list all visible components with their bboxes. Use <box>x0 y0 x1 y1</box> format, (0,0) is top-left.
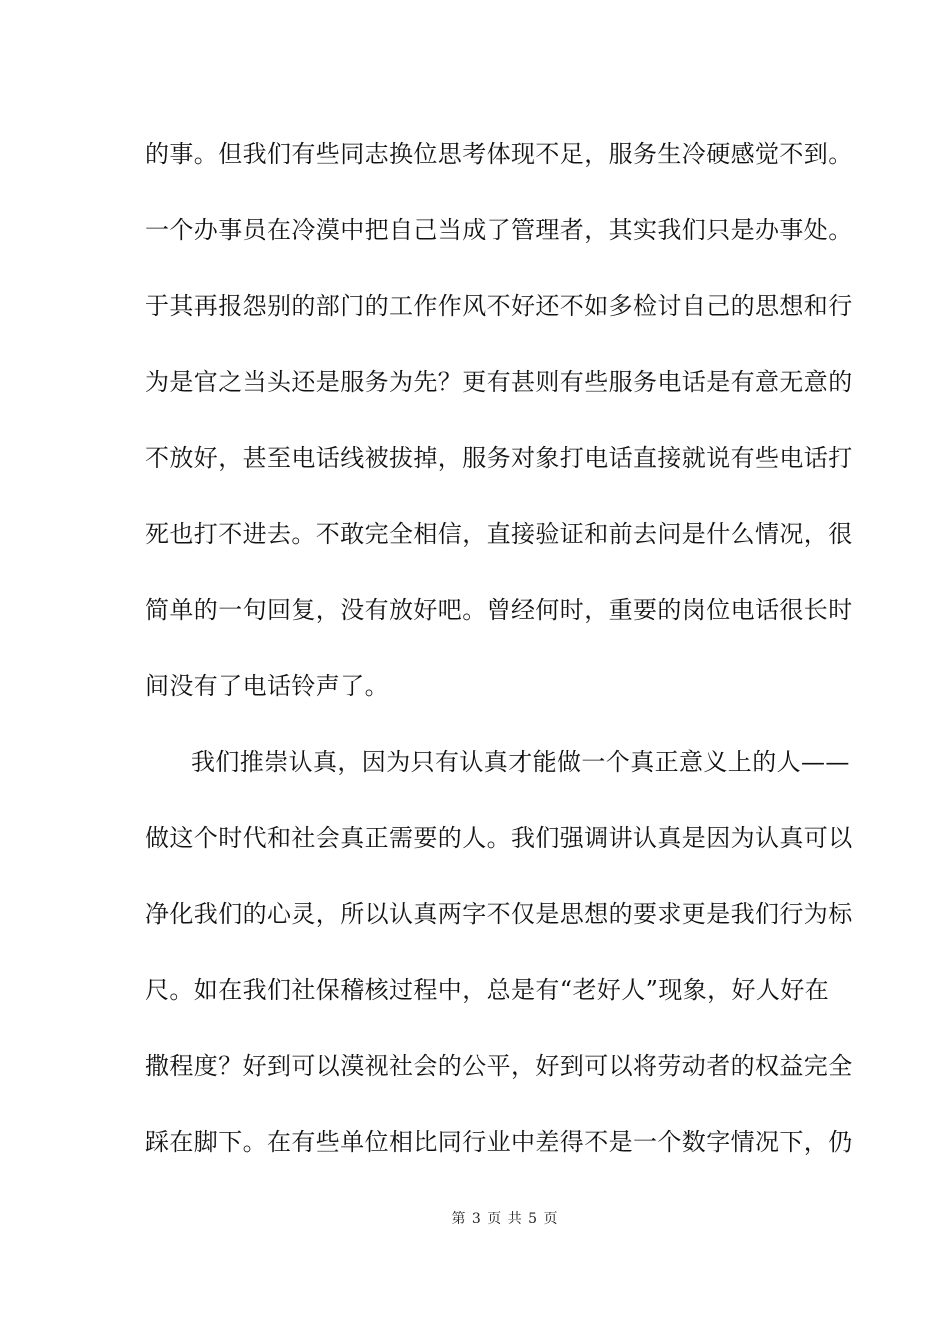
text-line: 踩在脚下。在有些单位相比同行业中差得不是一个数字情况下，仍 <box>145 1128 853 1156</box>
text-line: 尺。如在我们社保稽核过程中，总是有“老好人”现象，好人好在 <box>145 976 830 1004</box>
text-line: 的事。但我们有些同志换位思考体现不足，服务生冷硬感觉不到。 <box>145 140 853 168</box>
page-number: 第 3 页 共 5 页 <box>451 1211 559 1227</box>
text-line: 净化我们的心灵，所以认真两字不仅是思想的要求更是我们行为标 <box>145 900 853 928</box>
page-footer <box>0 1208 950 1228</box>
text-line: 做这个时代和社会真正需要的人。我们强调讲认真是因为认真可以 <box>145 824 853 852</box>
text-line: 撒程度？好到可以漠视社会的公平，好到可以将劳动者的权益完全 <box>145 1052 853 1080</box>
paragraph-1 <box>145 131 853 739</box>
paragraph-2 <box>145 739 853 1195</box>
text-line: 一个办事员在冷漠中把自己当成了管理者，其实我们只是办事处。 <box>145 216 853 244</box>
text-line: 简单的一句回复，没有放好吧。曾经何时，重要的岗位电话很长时 <box>145 596 853 624</box>
body-text <box>145 131 853 1195</box>
text-line: 为是官之当头还是服务为先？更有甚则有些服务电话是有意无意的 <box>145 368 853 396</box>
text-line-indented: 我们推崇认真，因为只有认真才能做一个真正意义上的人—— <box>191 748 850 776</box>
text-line: 死也打不进去。不敢完全相信，直接验证和前去问是什么情况，很 <box>145 520 853 548</box>
text-line: 于其再报怨别的部门的工作作风不好还不如多检讨自己的思想和行 <box>145 292 853 320</box>
text-line: 不放好，甚至电话线被拔掉，服务对象打电话直接就说有些电话打 <box>145 444 853 472</box>
text-line: 间没有了电话铃声了。 <box>145 672 389 700</box>
